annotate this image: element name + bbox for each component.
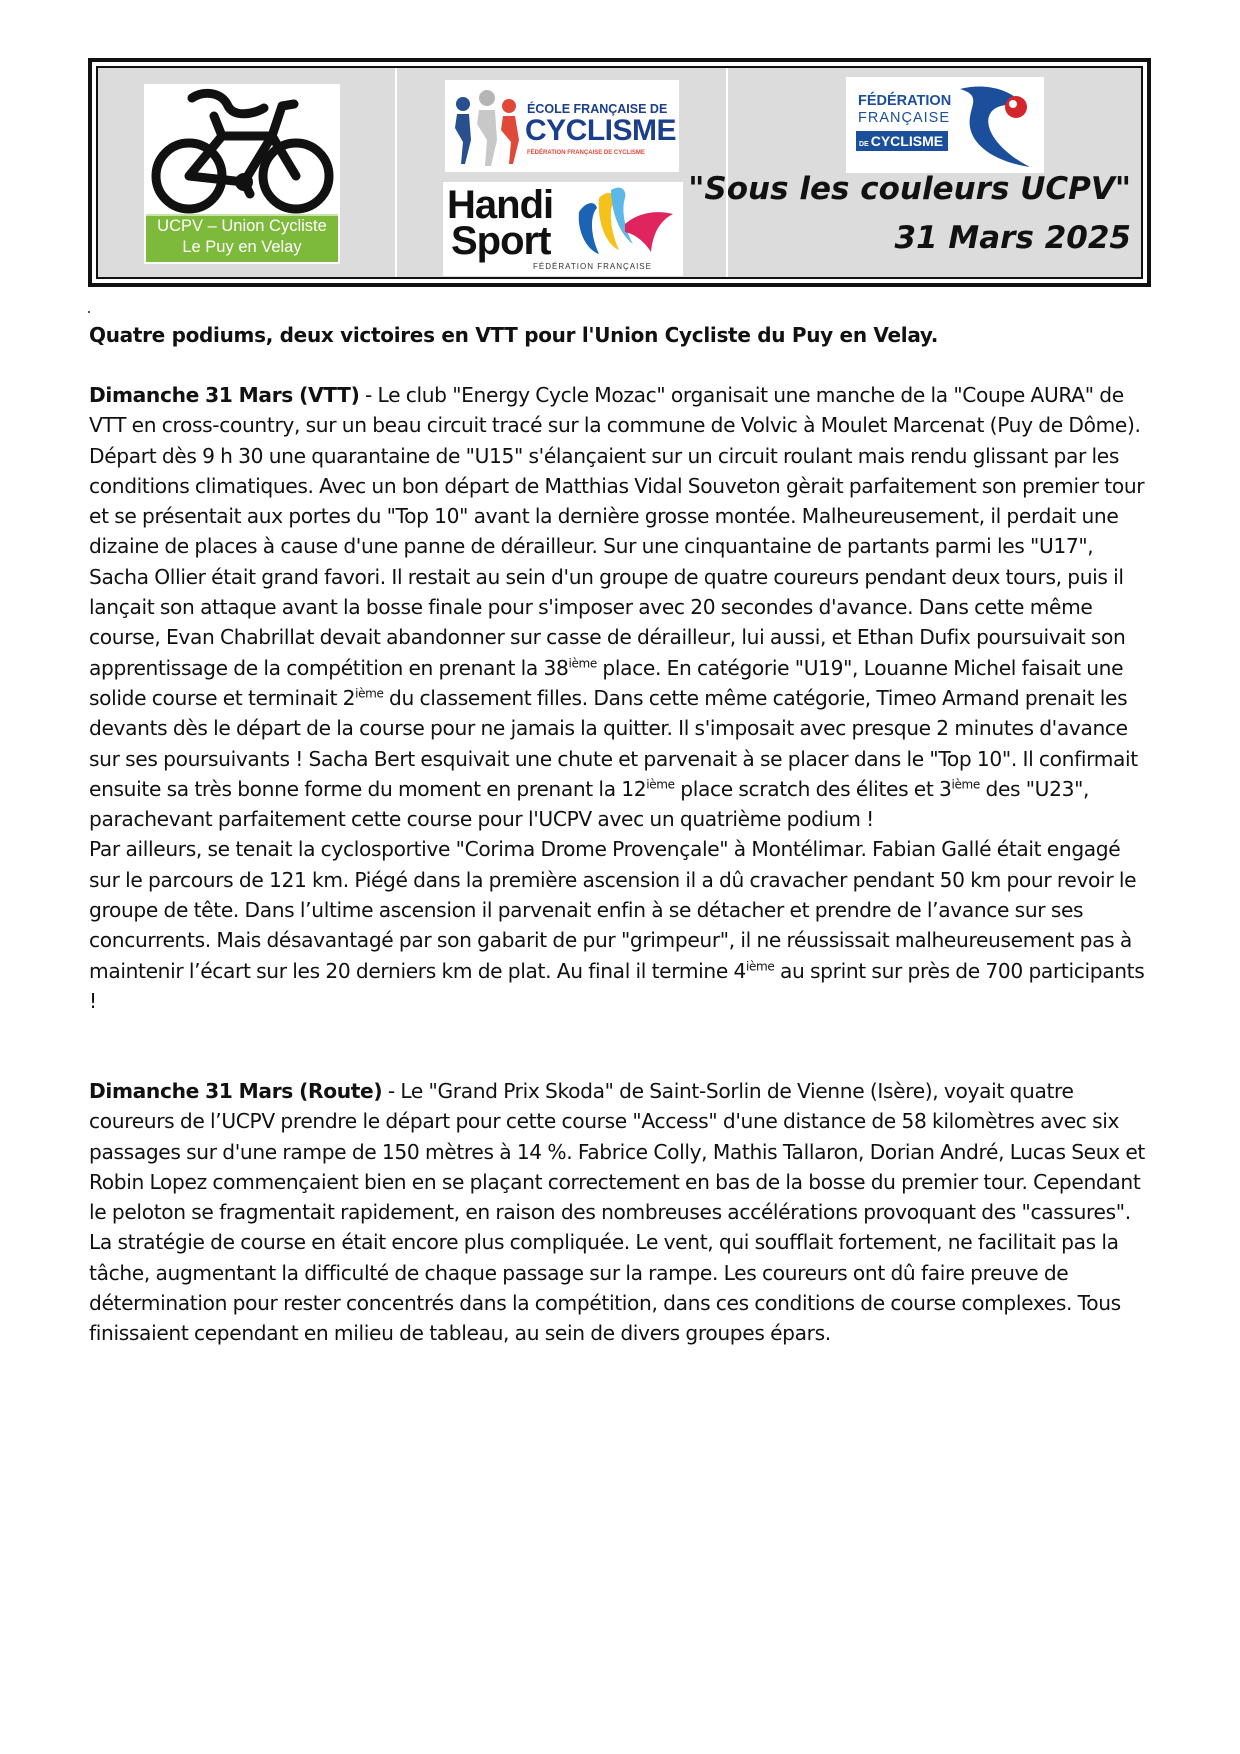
ucpv-banner-line2: Le Puy en Velay	[182, 238, 302, 256]
route-text	[89, 1076, 1149, 1349]
children-figures-icon	[449, 84, 525, 170]
vtt-text-1: - Le club "Energy Cycle Mozac" organisait une manche de la "Coupe AURA" de VTT en cross-country, sur un beau circuit tracé sur la commune de Volvic à Moulet Marcenat (Puy de Dôme). Départ dès 9 h 30 une quarantaine de "U15" s'élançaient sur un circuit roulant mais rendu glissant par les conditions climatiques. Avec un bon départ de Matthias Vidal Souveton gèrait parfaitement son premier tour et se présentait aux portes du "Top 10" avant la dernière grosse montée. Malheureusement, il perdait une dizaine de places à cause d'une panne de dérailleur. Sur une cinquantaine de partants parmi les "U17", Sacha Ollier était grand favori. Il restait au sein d'un groupe de quatre coureurs pendant deux tours, puis il lançait son attaque avant la bosse finale pour s'imposer avec 20 secondes d'avance. Dans cette même course, Evan Chabrillat devait abandonner sur casse de dérailleur, lui aussi, et Ethan Dufix poursuivait son apprentissage de la compétition en prenant la 38	[89, 383, 1145, 680]
header-divider	[395, 68, 397, 277]
handisport-line2: Sport	[451, 219, 551, 263]
ffc-logo	[846, 77, 1044, 173]
sup-ieme: ième	[951, 777, 980, 792]
corima-text-1: Par ailleurs, se tenait la cyclosportive "Corima Drome Provençale" à Montélimar. Fabian Gallé était engagé sur le parcours de 121 km. Piégé dans la première ascension il a dû cravacher pendant 50 km pour revoir le groupe de tête. Dans l’ultime ascension il parvenait enfin à se détacher et prendre de l’avance sur ses concurrents. Mais désavantagé par son gabarit de pur "grimpeur", il ne réussissait malheureusement pas à maintenir l’écart sur les 20 derniers km de plat. Au final il termine 4	[89, 837, 1137, 983]
ffc-cyclisme-bar	[856, 131, 948, 151]
ucpv-banner-line1: UCPV – Union Cycliste	[157, 217, 327, 235]
ffc-line2: FRANÇAISE	[858, 110, 950, 126]
vtt-text-5: des "U23", parachevant parfaitement cette course pour l'UCPV avec un quatrième podium !	[89, 776, 1090, 832]
sup-ieme: ième	[355, 686, 384, 701]
sup-ieme: ième	[746, 958, 775, 973]
page-date: 31 Mars 2025	[894, 220, 1131, 256]
route-label: Dimanche 31 Mars (Route)	[89, 1079, 383, 1103]
route-paragraph	[89, 1076, 1149, 1349]
vtt-paragraph	[89, 380, 1149, 1016]
handisport-line1: Handi	[447, 183, 554, 227]
ffc-swoosh-icon	[950, 81, 1040, 171]
ucpv-banner	[146, 214, 338, 262]
efc-logo	[445, 80, 679, 172]
header-box	[88, 58, 1151, 287]
stray-dot	[88, 311, 90, 313]
route-text-body: - Le "Grand Prix Skoda" de Saint-Sorlin de Vienne (Isère), voyait quatre coureurs de l’UCPV prendre le départ pour cette course "Access" d'une distance de 58 kilomètres avec six passages sur d'une rampe de 150 mètres à 14 %. Fabrice Colly, Mathis Tallaron, Dorian André, Lucas Seux et Robin Lopez commençaient bien en se plaçant correctement en bas de la bosse du premier tour. Cependant le peloton se fragmentait rapidement, en raison des nombreuses accélérations provoquant des "cassures". La stratégie de course en était encore plus compliquée. Le vent, qui soufflait fortement, ne facilitait pas la tâche, augmentant la difficulté de chaque passage sur la rampe. Les coureurs ont dû faire preuve de détermination pour rester concentrés dans la compétition, dans ces conditions de course complexes. Tous finissaient cependant en milieu de tableau, au sein de divers groupes épars.	[89, 1079, 1145, 1346]
handisport-logo	[443, 182, 683, 276]
header-inner	[96, 66, 1143, 279]
ffc-line3: CYCLISME	[870, 133, 944, 149]
handisport-emblem-icon	[569, 184, 679, 270]
efc-line1: ÉCOLE FRANÇAISE DE	[527, 102, 668, 116]
ffc-line1: FÉDÉRATION	[858, 93, 952, 109]
bicycle-icon	[144, 84, 340, 216]
ffc-de: DE	[859, 141, 869, 148]
vtt-text-2: place. En catégorie "U19", Louanne Michel faisait une solide course et terminait 2	[89, 655, 1124, 710]
efc-line3: FÉDÉRATION FRANÇAISE DE CYCLISME	[527, 150, 645, 156]
page-title: "Sous les couleurs UCPV"	[688, 171, 1131, 207]
corima-text-2: au sprint sur près de 700 participants !	[89, 958, 1145, 1013]
vtt-label: Dimanche 31 Mars (VTT)	[89, 383, 360, 407]
sup-ieme: ième	[568, 655, 597, 670]
article-headline: Quatre podiums, deux victoires en VTT pour l'Union Cycliste du Puy en Velay.	[89, 323, 939, 347]
vtt-text-3: du classement filles. Dans cette même catégorie, Timeo Armand prenait les devants dès le départ de la course pour ne jamais la quitter. Il s'imposait avec presque 2 minutes d'avance sur ses poursuivants ! Sacha Bert esquivait une chute et parvenait à se placer dans le "Top 10". Il confirmait ensuite sa très bonne forme du moment en prenant la 12	[89, 685, 1138, 801]
ucpv-logo	[144, 84, 340, 264]
corima-text	[89, 834, 1149, 1016]
sup-ieme: ième	[646, 777, 675, 792]
handisport-line3: FÉDÉRATION FRANÇAISE	[533, 262, 652, 271]
efc-line2: CYCLISME	[525, 114, 677, 147]
vtt-text	[89, 380, 1149, 834]
vtt-text-4: place scratch des élites et 3	[674, 776, 952, 801]
